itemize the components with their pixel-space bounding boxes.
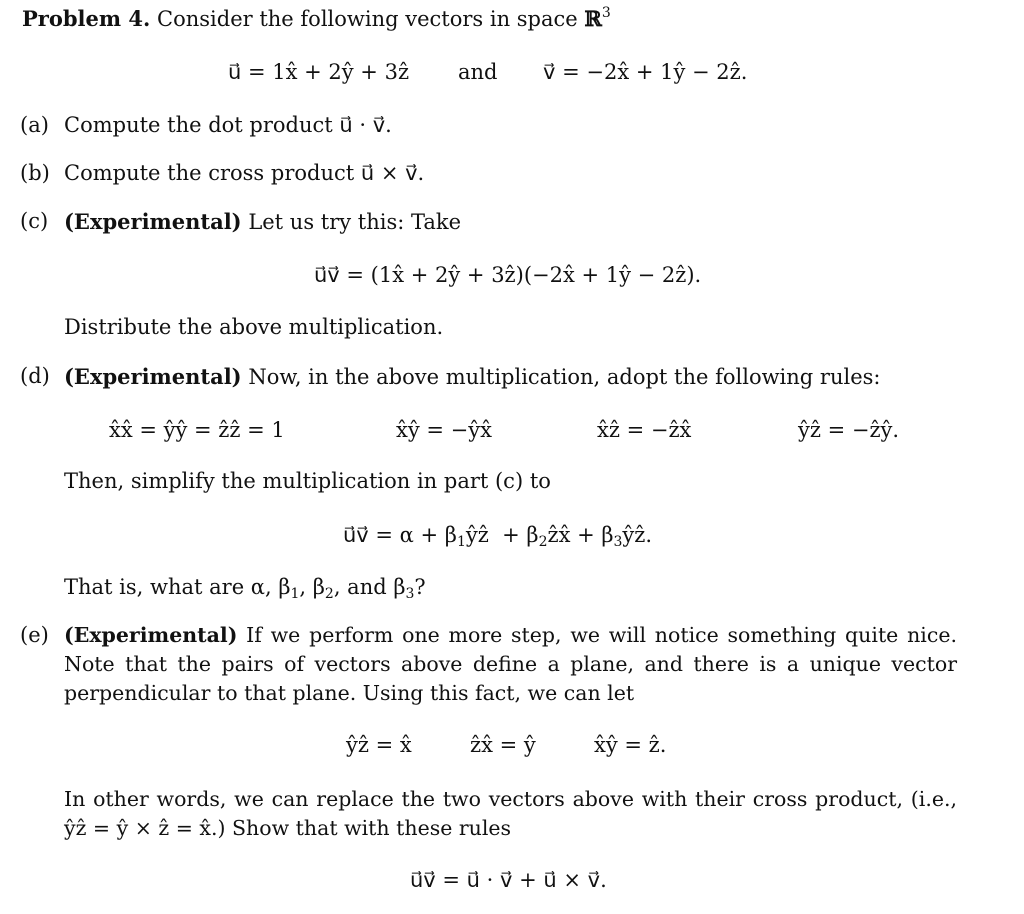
eq-term-1: ŷẑ + β xyxy=(465,523,539,547)
question-sub-2: 2 xyxy=(324,586,334,602)
part-a-expression: u⃗ · v⃗. xyxy=(339,113,392,137)
and-connector: and xyxy=(458,60,498,84)
rule-xz-anticommute: x̂ẑ = −ẑx̂ xyxy=(597,418,692,442)
vector-u-definition: u⃗ = 1x̂ + 2ŷ + 3ẑ xyxy=(228,60,410,84)
beta-2-subscript: 2 xyxy=(538,534,548,550)
part-e-text: If we perform one more step, we will notice something quite nice. Note that the pairs of vectors above define a plane, and there is a unique vector perpendicular to that plane. Using this fact, we can let xyxy=(64,623,957,705)
part-d-simplified-equation xyxy=(343,521,652,550)
problem-number: Problem 4. xyxy=(22,6,151,31)
part-e-label: (e) xyxy=(20,623,49,647)
part-c-equation: u⃗v⃗ = (1x̂ + 2ŷ + 3ẑ)(−2x̂ + 1ŷ − 2ẑ). xyxy=(314,263,702,287)
part-e-paragraph-2 xyxy=(64,785,957,843)
rule-yz-anticommute: ŷẑ = −ẑŷ. xyxy=(798,418,900,442)
part-b-line xyxy=(64,159,424,188)
rule-xy-equals-z: x̂ŷ = ẑ. xyxy=(594,733,667,757)
final-identity: u⃗v⃗ = u⃗ · v⃗ + u⃗ × v⃗. xyxy=(410,868,607,892)
problem-heading-line xyxy=(22,4,611,34)
part-a-text: Compute the dot product xyxy=(64,113,333,137)
part-e-paragraph xyxy=(64,621,957,708)
part-d-then: Then, simplify the multiplication in part (c) to xyxy=(64,469,551,493)
eq-term-2: ẑx̂ + β xyxy=(547,523,614,547)
question-start: That is, what are α, β xyxy=(64,575,291,599)
part-b-expression: u⃗ × v⃗. xyxy=(360,161,425,185)
part-b-label: (b) xyxy=(20,161,50,185)
part-a-line xyxy=(64,111,392,140)
part-b-text: Compute the cross product xyxy=(64,161,355,185)
rule-unit-squares: x̂x̂ = ŷŷ = ẑẑ = 1 xyxy=(109,418,285,442)
part-c-label: (c) xyxy=(20,209,49,233)
rule-zx-equals-y: ẑx̂ = ŷ xyxy=(470,733,536,757)
part-e-tag: (Experimental) xyxy=(64,623,238,647)
part-c-line xyxy=(64,207,461,237)
part-d-question xyxy=(64,573,426,602)
rule-yz-equals-x: ŷẑ = x̂ xyxy=(346,733,412,757)
eq-term-3: ŷẑ. xyxy=(622,523,653,547)
question-mid-1: , β xyxy=(299,575,325,599)
problem-intro: Consider the following vectors in space xyxy=(157,7,578,31)
part-c-text: Let us try this: Take xyxy=(248,210,462,234)
space-exponent: 3 xyxy=(601,5,611,21)
part-e-para2-text: ) Show that with these rules xyxy=(217,816,512,840)
question-sub-3: 3 xyxy=(405,586,415,602)
beta-1-subscript: 1 xyxy=(456,534,466,550)
part-a-label: (a) xyxy=(20,113,49,137)
question-sub-1: 1 xyxy=(290,586,300,602)
space-symbol: ℝ xyxy=(584,6,602,31)
beta-3-subscript: 3 xyxy=(613,534,623,550)
part-e-para2-a: In other words, we can replace the two vectors above with their cross product, (i.e., xyxy=(64,787,957,811)
part-d-text: Now, in the above multiplication, adopt the following rules: xyxy=(248,365,881,389)
part-c-tag: (Experimental) xyxy=(64,209,242,234)
part-d-tag: (Experimental) xyxy=(64,364,242,389)
eq-lhs: u⃗v⃗ = α + β xyxy=(343,523,457,547)
part-d-label: (d) xyxy=(20,364,50,388)
part-e-para2-expr: ŷẑ = ŷ × ẑ = x̂. xyxy=(64,816,218,840)
question-end: ? xyxy=(414,575,426,599)
rule-xy-anticommute: x̂ŷ = −ŷx̂ xyxy=(396,418,492,442)
question-mid-2: , and β xyxy=(333,575,406,599)
part-d-line xyxy=(64,362,880,392)
vector-v-definition: v⃗ = −2x̂ + 1ŷ − 2ẑ. xyxy=(543,60,748,84)
part-c-after: Distribute the above multiplication. xyxy=(64,315,444,339)
